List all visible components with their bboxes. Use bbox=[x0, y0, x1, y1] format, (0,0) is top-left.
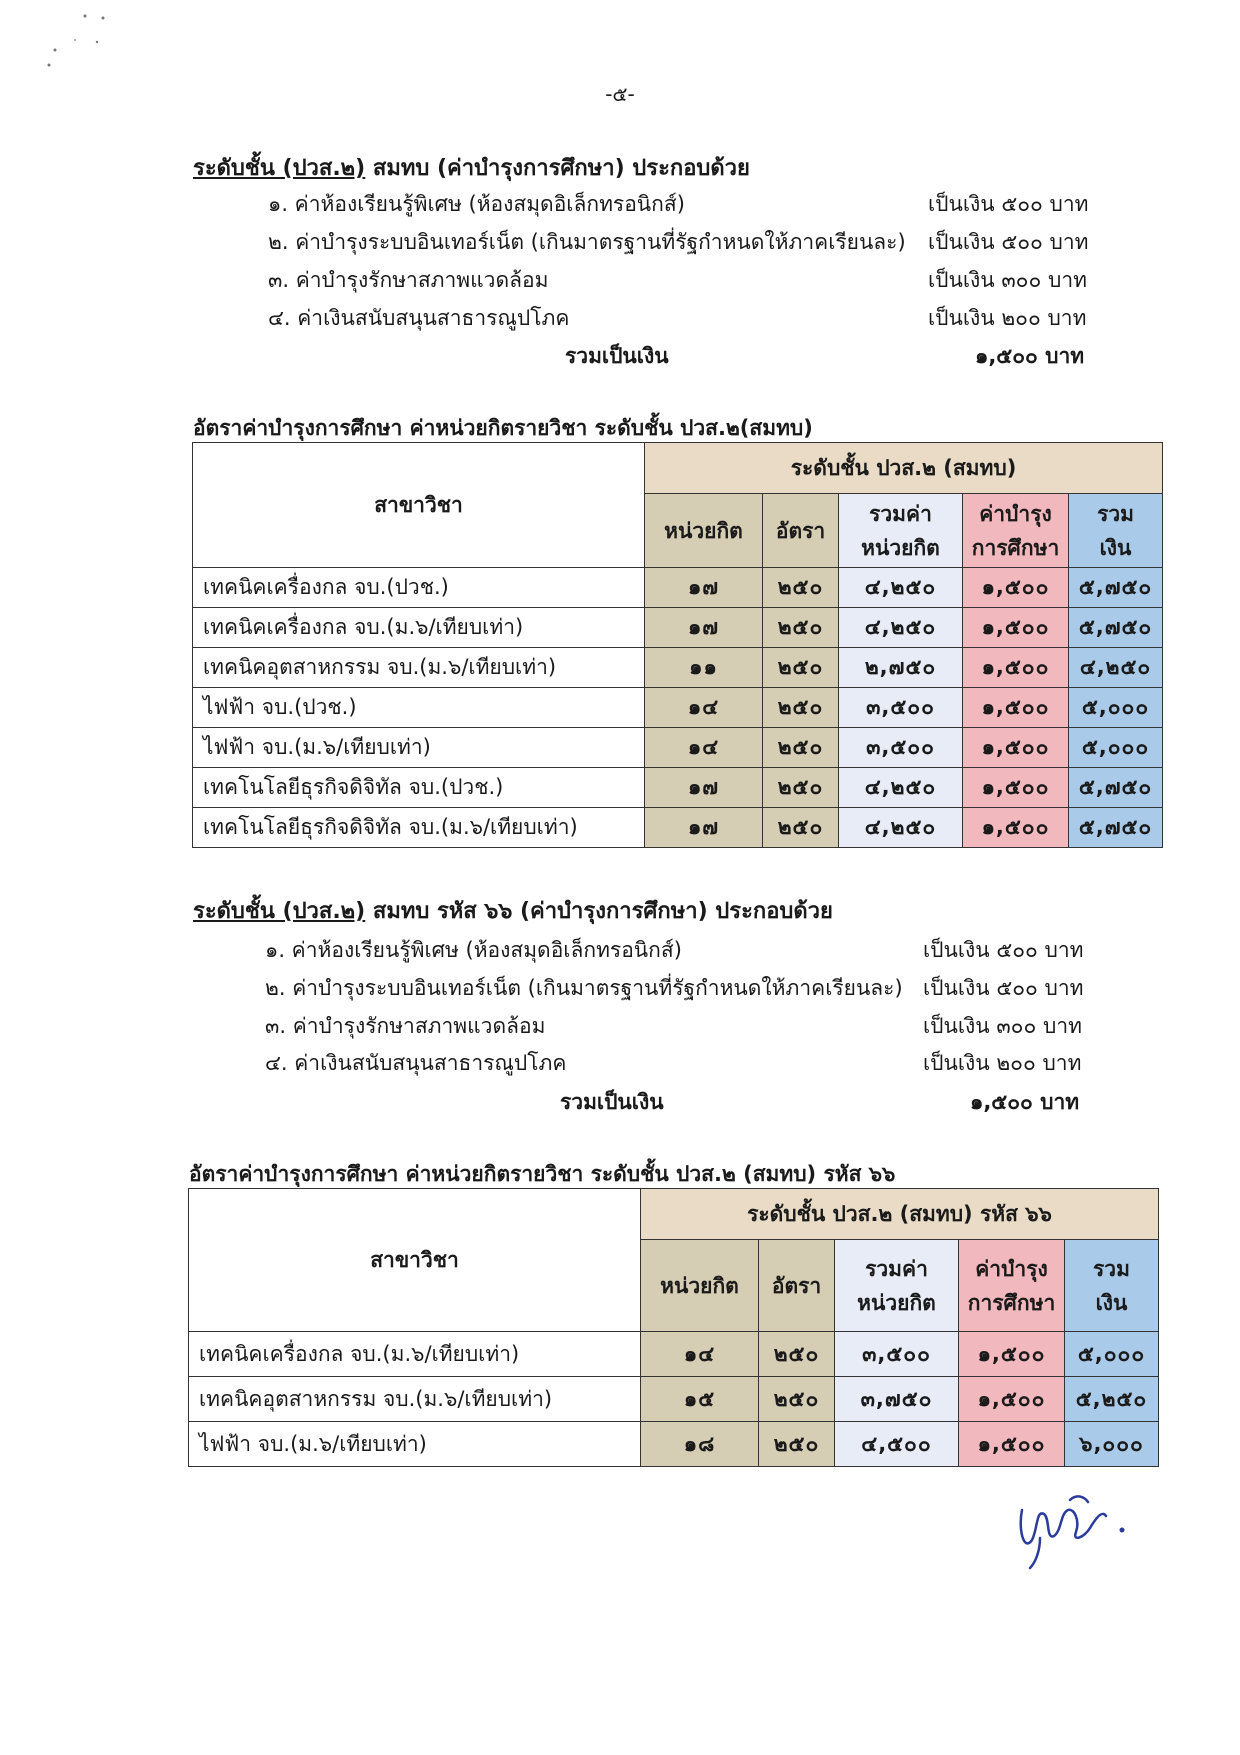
subject-cell: ไฟฟ้า จบ.(ปวช.) bbox=[193, 688, 645, 728]
subject-cell: เทคนิคเครื่องกล จบ.(ปวช.) bbox=[193, 568, 645, 608]
fee-item-amount: เป็นเงิน ๓๐๐ บาท bbox=[923, 1014, 1082, 1038]
total-cell: ๕,๒๕๐ bbox=[1065, 1377, 1159, 1422]
subject-cell: เทคโนโลยีธุรกิจดิจิทัล จบ.(ม.๖/เทียบเท่า) bbox=[193, 808, 645, 848]
fee-cell: ๑,๕๐๐ bbox=[959, 1422, 1065, 1467]
credits-cell: ๑๘ bbox=[641, 1422, 759, 1467]
total-column-header: รวม เงิน bbox=[1065, 1240, 1159, 1332]
fee-item-amount: เป็นเงิน ๕๐๐ บาท bbox=[928, 192, 1089, 216]
page-number: -๕- bbox=[605, 82, 635, 106]
rate-column-header: อัตรา bbox=[759, 1240, 835, 1332]
fee-cell: ๑,๕๐๐ bbox=[963, 568, 1069, 608]
fee-cell: ๑,๕๐๐ bbox=[963, 648, 1069, 688]
fee-item-label: ๑. ค่าห้องเรียนรู้พิเศษ (ห้องสมุดอิเล็กทรอนิกส์) bbox=[268, 192, 685, 216]
credits-cell: ๑๔ bbox=[645, 688, 763, 728]
subject-column-header: สาขาวิชา bbox=[193, 443, 645, 568]
credit-total-cell: ๓,๕๐๐ bbox=[839, 728, 963, 768]
subject-cell: เทคโนโลยีธุรกิจดิจิทัล จบ.(ปวช.) bbox=[193, 768, 645, 808]
section-heading-suffix: สมทบ (ค่าบำรุงการศึกษา) ประกอบด้วย bbox=[365, 156, 750, 181]
rate-cell: ๒๕๐ bbox=[763, 768, 839, 808]
rate-cell: ๒๕๐ bbox=[763, 648, 839, 688]
fee-total-amount: ๑,๕๐๐ บาท bbox=[975, 344, 1085, 368]
rate-cell: ๒๕๐ bbox=[763, 728, 839, 768]
table-body bbox=[189, 1332, 1159, 1467]
table-row bbox=[189, 1422, 1159, 1467]
rates-table-1 bbox=[192, 442, 1163, 848]
credit-total-cell: ๔,๒๕๐ bbox=[839, 808, 963, 848]
credits-cell: ๑๗ bbox=[645, 608, 763, 648]
credits-cell: ๑๗ bbox=[645, 768, 763, 808]
table-row bbox=[189, 1377, 1159, 1422]
level-header: ระดับชั้น ปวส.๒ (สมทบ) รหัส ๖๖ bbox=[641, 1189, 1159, 1240]
fee-cell: ๑,๕๐๐ bbox=[963, 608, 1069, 648]
subject-cell: เทคนิคเครื่องกล จบ.(ม.๖/เทียบเท่า) bbox=[189, 1332, 641, 1377]
fee-cell: ๑,๕๐๐ bbox=[959, 1377, 1065, 1422]
credit-total-cell: ๔,๒๕๐ bbox=[839, 768, 963, 808]
fee-item-amount: เป็นเงิน ๓๐๐ บาท bbox=[928, 268, 1087, 292]
fee-total-amount: ๑,๕๐๐ บาท bbox=[970, 1090, 1080, 1114]
total-cell: ๕,๗๕๐ bbox=[1069, 808, 1163, 848]
fee-item-label: ๔. ค่าเงินสนับสนุนสาธารณูปโภค bbox=[265, 1051, 567, 1075]
fee-item-label: ๓. ค่าบำรุงรักษาสภาพแวดล้อม bbox=[265, 1014, 546, 1038]
credits-cell: ๑๗ bbox=[645, 808, 763, 848]
fee-item-label: ๒. ค่าบำรุงระบบอินเทอร์เน็ต (เกินมาตรฐานที่รัฐกำหนดให้ภาคเรียนละ) bbox=[268, 230, 906, 254]
fee-item-label: ๑. ค่าห้องเรียนรู้พิเศษ (ห้องสมุดอิเล็กทรอนิกส์) bbox=[265, 938, 682, 962]
section-heading-prefix: ระดับชั้น (ปวส.๒) bbox=[193, 899, 366, 924]
credits-cell: ๑๕ bbox=[641, 1377, 759, 1422]
credit-total-cell: ๔,๕๐๐ bbox=[835, 1422, 959, 1467]
table-row bbox=[193, 688, 1163, 728]
rate-cell: ๒๕๐ bbox=[763, 608, 839, 648]
fee-column-header: ค่าบำรุง การศึกษา bbox=[963, 494, 1069, 568]
credits-cell: ๑๔ bbox=[641, 1332, 759, 1377]
fee-column-header: ค่าบำรุง การศึกษา bbox=[959, 1240, 1065, 1332]
level-header: ระดับชั้น ปวส.๒ (สมทบ) bbox=[645, 443, 1163, 494]
rates-table-2 bbox=[188, 1188, 1159, 1467]
table-row bbox=[193, 728, 1163, 768]
subject-column-header: สาขาวิชา bbox=[189, 1189, 641, 1332]
rate-cell: ๒๕๐ bbox=[759, 1332, 835, 1377]
handwritten-signature bbox=[1010, 1480, 1140, 1570]
table-row bbox=[193, 768, 1163, 808]
credits-cell: ๑๗ bbox=[645, 568, 763, 608]
fee-item-label: ๓. ค่าบำรุงรักษาสภาพแวดล้อม bbox=[268, 268, 549, 292]
fee-cell: ๑,๕๐๐ bbox=[963, 688, 1069, 728]
credits-cell: ๑๑ bbox=[645, 648, 763, 688]
section-heading-prefix: ระดับชั้น (ปวส.๒) bbox=[193, 156, 366, 181]
fee-item-amount: เป็นเงิน ๒๐๐ บาท bbox=[923, 1051, 1082, 1075]
fee-item-amount: เป็นเงิน ๕๐๐ บาท bbox=[923, 976, 1084, 1000]
total-cell: ๖,๐๐๐ bbox=[1065, 1422, 1159, 1467]
table-row bbox=[193, 608, 1163, 648]
total-cell: ๕,๗๕๐ bbox=[1069, 568, 1163, 608]
fee-cell: ๑,๕๐๐ bbox=[963, 728, 1069, 768]
fee-item-label: ๒. ค่าบำรุงระบบอินเทอร์เน็ต (เกินมาตรฐานที่รัฐกำหนดให้ภาคเรียนละ) bbox=[265, 976, 903, 1000]
credit-total-column-header: รวมค่า หน่วยกิต bbox=[839, 494, 963, 568]
subject-cell: เทคนิคอุตสาหกรรม จบ.(ม.๖/เทียบเท่า) bbox=[193, 648, 645, 688]
scan-specks bbox=[45, 10, 125, 70]
rate-cell: ๒๕๐ bbox=[763, 808, 839, 848]
table-caption-1: อัตราค่าบำรุงการศึกษา ค่าหน่วยกิตรายวิชา ระดับชั้น ปวส.๒(สมทบ) bbox=[193, 416, 813, 440]
rate-column-header: อัตรา bbox=[763, 494, 839, 568]
fee-cell: ๑,๕๐๐ bbox=[963, 768, 1069, 808]
subject-cell: เทคนิคเครื่องกล จบ.(ม.๖/เทียบเท่า) bbox=[193, 608, 645, 648]
credit-total-cell: ๓,๕๐๐ bbox=[835, 1332, 959, 1377]
credit-total-cell: ๔,๒๕๐ bbox=[839, 568, 963, 608]
rate-cell: ๒๕๐ bbox=[763, 688, 839, 728]
credits-cell: ๑๔ bbox=[645, 728, 763, 768]
subject-cell: ไฟฟ้า จบ.(ม.๖/เทียบเท่า) bbox=[193, 728, 645, 768]
credits-column-header: หน่วยกิต bbox=[641, 1240, 759, 1332]
credits-column-header: หน่วยกิต bbox=[645, 494, 763, 568]
fee-item-amount: เป็นเงิน ๒๐๐ บาท bbox=[928, 306, 1087, 330]
fee-item-label: ๔. ค่าเงินสนับสนุนสาธารณูปโภค bbox=[268, 306, 570, 330]
total-cell: ๕,๗๕๐ bbox=[1069, 608, 1163, 648]
total-cell: ๕,๗๕๐ bbox=[1069, 768, 1163, 808]
table-row bbox=[193, 568, 1163, 608]
credit-total-cell: ๔,๒๕๐ bbox=[839, 608, 963, 648]
table-row bbox=[189, 1332, 1159, 1377]
fee-total-label: รวมเป็นเงิน bbox=[560, 1090, 664, 1114]
total-cell: ๕,๐๐๐ bbox=[1065, 1332, 1159, 1377]
rate-cell: ๒๕๐ bbox=[759, 1377, 835, 1422]
credit-total-cell: ๓,๗๕๐ bbox=[835, 1377, 959, 1422]
credit-total-cell: ๓,๕๐๐ bbox=[839, 688, 963, 728]
total-cell: ๔,๒๕๐ bbox=[1069, 648, 1163, 688]
fee-cell: ๑,๕๐๐ bbox=[963, 808, 1069, 848]
subject-cell: ไฟฟ้า จบ.(ม.๖/เทียบเท่า) bbox=[189, 1422, 641, 1467]
rate-cell: ๒๕๐ bbox=[763, 568, 839, 608]
total-cell: ๕,๐๐๐ bbox=[1069, 728, 1163, 768]
section-heading-1 bbox=[193, 150, 750, 185]
fee-item-amount: เป็นเงิน ๕๐๐ บาท bbox=[923, 938, 1084, 962]
fee-item-amount: เป็นเงิน ๕๐๐ บาท bbox=[928, 230, 1089, 254]
fee-cell: ๑,๕๐๐ bbox=[959, 1332, 1065, 1377]
credit-total-cell: ๒,๗๕๐ bbox=[839, 648, 963, 688]
table-row bbox=[193, 808, 1163, 848]
total-column-header: รวม เงิน bbox=[1069, 494, 1163, 568]
subject-cell: เทคนิคอุตสาหกรรม จบ.(ม.๖/เทียบเท่า) bbox=[189, 1377, 641, 1422]
table-caption-2: อัตราค่าบำรุงการศึกษา ค่าหน่วยกิตรายวิชา ระดับชั้น ปวส.๒ (สมทบ) รหัส ๖๖ bbox=[189, 1162, 896, 1186]
table-row bbox=[193, 648, 1163, 688]
credit-total-column-header: รวมค่า หน่วยกิต bbox=[835, 1240, 959, 1332]
table-body bbox=[193, 568, 1163, 848]
section-heading-2 bbox=[193, 893, 833, 928]
total-cell: ๕,๐๐๐ bbox=[1069, 688, 1163, 728]
fee-total-label: รวมเป็นเงิน bbox=[565, 344, 669, 368]
section-heading-suffix: สมทบ รหัส ๖๖ (ค่าบำรุงการศึกษา) ประกอบด้วย bbox=[365, 899, 833, 924]
rate-cell: ๒๕๐ bbox=[759, 1422, 835, 1467]
